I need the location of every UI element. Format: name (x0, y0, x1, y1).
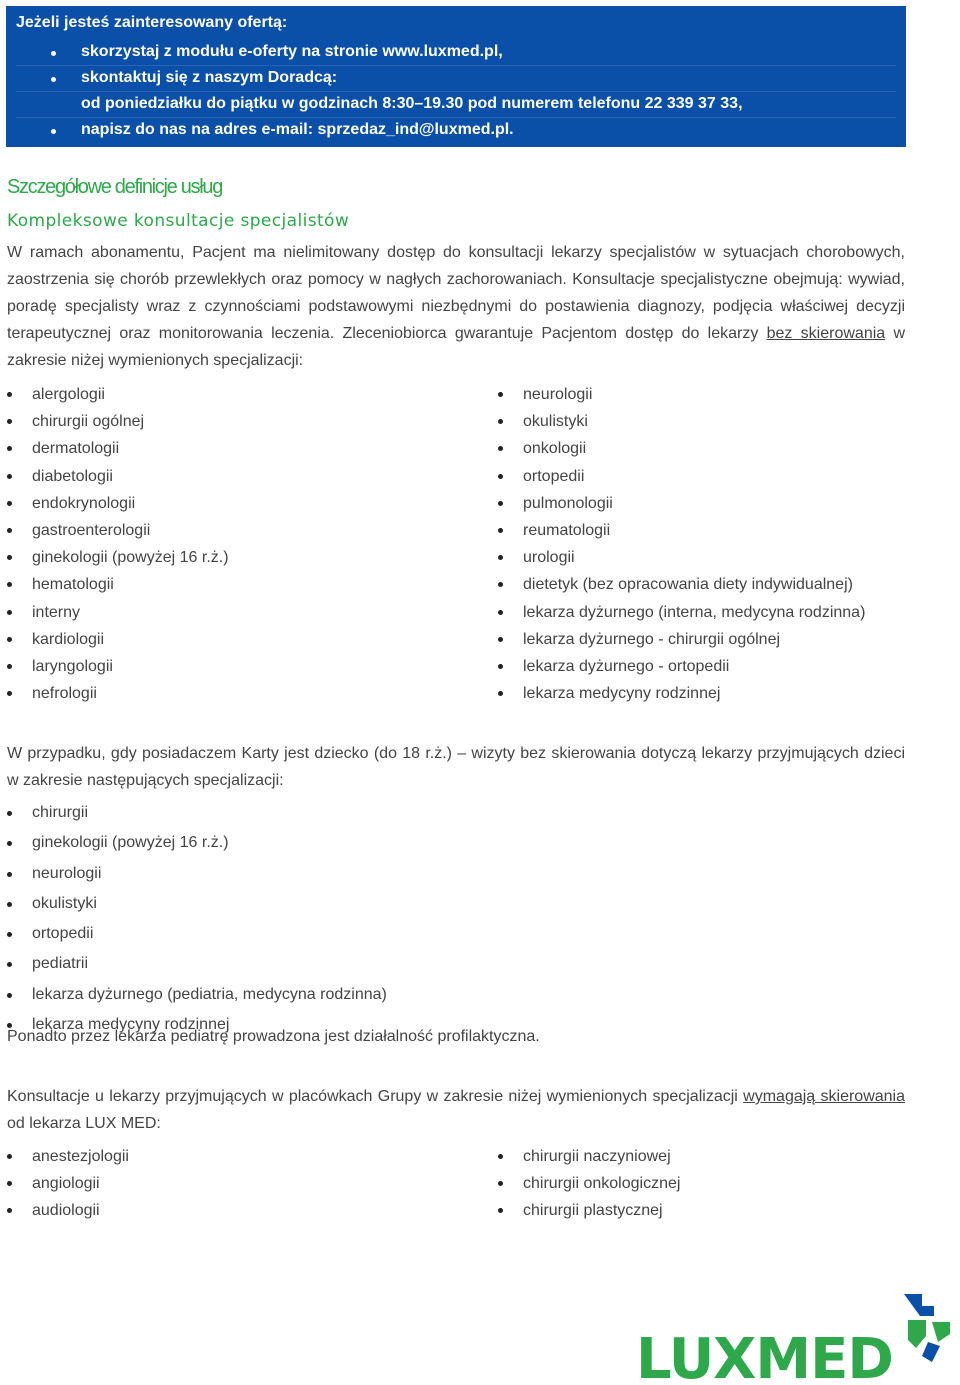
list-item: audiologii (0, 1197, 129, 1224)
bullet-icon (7, 841, 12, 846)
child-paragraph: W przypadku, gdy posiadaczem Karty jest dziecko (do 18 r.ż.) – wizyty bez skierowania dotyczą lekarzy przyjmujących dzieci w zakresie następujących specjalizacji: (7, 745, 905, 789)
list-item: alergologii (0, 381, 229, 408)
bullet-icon (7, 474, 12, 479)
list-item: lekarza medycyny rodzinnej (0, 1010, 387, 1040)
bullet-icon (7, 691, 12, 696)
referral-right-list (491, 1143, 680, 1225)
list-item: angiologii (0, 1170, 129, 1197)
offer-item: od poniedziałku do piątku w godzinach 8:30–19.30 pod numerem telefonu 22 339 37 33, (16, 92, 896, 118)
list-item: ortopedii (0, 919, 387, 949)
sub-title: Kompleksowe konsultacje specjalistów (7, 211, 350, 231)
offer-item: skontaktuj się z naszym Doradcą: (16, 66, 896, 92)
list-item: okulistyki (491, 408, 865, 435)
list-item: chirurgii onkologicznej (491, 1170, 680, 1197)
bullet-icon (7, 993, 12, 998)
referral-required-link[interactable]: wymagają skierowania (743, 1088, 905, 1105)
bullet-icon (51, 129, 56, 134)
bullet-icon (498, 501, 503, 506)
bullet-icon (7, 664, 12, 669)
offer-box (6, 6, 906, 147)
list-item: chirurgii naczyniowej (491, 1143, 680, 1170)
child-note: Ponadto przez lekarza pediatrę prowadzona jest działalność profilaktyczna. (7, 1028, 540, 1045)
bullet-icon (7, 392, 12, 397)
bullet-icon (498, 446, 503, 451)
bullet-icon (498, 691, 503, 696)
list-item: chirurgii (0, 798, 387, 828)
offer-item: skorzystaj z modułu e-oferty na stronie www.luxmed.pl, (16, 40, 896, 66)
intro-paragraph: W ramach abonamentu, Pacjent ma nielimitowany dostęp do konsultacji lekarzy specjalistów w sytuacjach chorobowych, zaostrzenia się chorób przewlekłych oraz pomocy w nagłych zachorowaniach. Konsultacje specjalistyczne obejmują: wywiad, poradę specjalisty wraz z czynnościami podstawowymi niezbędnymi do postawienia diagnozy, podjęcia właściwej decyzji terapeutycznej oraz monitorowania leczenia. Zleceniobiorca gwarantuje Pacjentom dostęp do lekarzy bez skierowania w zakresie niżej wymienionych specjalizacji: (7, 244, 906, 369)
bullet-icon (498, 392, 503, 397)
specialties-left-list (0, 381, 229, 707)
referral-left-list (0, 1143, 129, 1225)
referral-paragraph: Konsultacje u lekarzy przyjmujących w placówkach Grupy w zakresie niżej wymienionych specjalizacji wymagają skierowania od lekarza LUX MED: (7, 1088, 905, 1132)
bullet-icon (7, 811, 12, 816)
bullet-icon (51, 51, 56, 56)
bullet-icon (7, 902, 12, 907)
list-item: lekarza dyżurnego - ortopedii (491, 653, 865, 680)
list-item: neurologii (491, 381, 865, 408)
bullet-icon (7, 419, 12, 424)
bullet-icon (7, 932, 12, 937)
list-item: gastroenterologii (0, 517, 229, 544)
list-item: lekarza dyżurnego - chirurgii ogólnej (491, 626, 865, 653)
bullet-icon (498, 555, 503, 560)
list-item: nefrologii (0, 680, 229, 707)
list-item: reumatologii (491, 517, 865, 544)
list-item: ortopedii (491, 463, 865, 490)
list-item: urologii (491, 544, 865, 571)
bullet-icon (498, 582, 503, 587)
list-item: dietetyk (bez opracowania diety indywidualnej) (491, 571, 865, 598)
list-item: neurologii (0, 859, 387, 889)
luxmed-logo (636, 1286, 952, 1382)
section-title: Szczegółowe definicje usług (7, 176, 223, 198)
bullet-icon (7, 637, 12, 642)
bullet-icon (7, 555, 12, 560)
list-item: laryngologii (0, 653, 229, 680)
bullet-icon (7, 610, 12, 615)
bullet-icon (7, 872, 12, 877)
list-item: interny (0, 599, 229, 626)
list-item: lekarza dyżurnego (interna, medycyna rodzinna) (491, 599, 865, 626)
bullet-icon (498, 474, 503, 479)
bullet-icon (498, 664, 503, 669)
list-item: pulmonologii (491, 490, 865, 517)
list-item: chirurgii plastycznej (491, 1197, 680, 1224)
list-item: chirurgii ogólnej (0, 408, 229, 435)
bullet-icon (498, 637, 503, 642)
logo-symbol-icon (904, 1294, 950, 1362)
list-item: pediatrii (0, 949, 387, 979)
bullet-icon (7, 962, 12, 967)
list-item: onkologii (491, 435, 865, 462)
bullet-icon (498, 1208, 503, 1213)
list-item: lekarza medycyny rodzinnej (491, 680, 865, 707)
list-item: diabetologii (0, 463, 229, 490)
list-item: hematologii (0, 571, 229, 598)
bullet-icon (498, 610, 503, 615)
specialties-right-list (491, 381, 865, 707)
list-item: anestezjologii (0, 1143, 129, 1170)
list-item: ginekologii (powyżej 16 r.ż.) (0, 544, 229, 571)
list-item: endokrynologii (0, 490, 229, 517)
list-item: ginekologii (powyżej 16 r.ż.) (0, 828, 387, 858)
bullet-icon (51, 77, 56, 82)
list-item: kardiologii (0, 626, 229, 653)
bullet-icon (498, 1154, 503, 1159)
offer-item: napisz do nas na adres e-mail: sprzedaz_ind@luxmed.pl. (16, 118, 896, 144)
list-item: okulistyki (0, 889, 387, 919)
list-item: lekarza dyżurnego (pediatria, medycyna rodzinna) (0, 980, 387, 1010)
child-specialties-list (0, 798, 387, 1040)
no-referral-link[interactable]: bez skierowania (766, 325, 886, 342)
bullet-icon (7, 528, 12, 533)
bullet-icon (7, 1154, 12, 1159)
bullet-icon (498, 1181, 503, 1186)
bullet-icon (7, 446, 12, 451)
bullet-icon (498, 419, 503, 424)
bullet-icon (7, 582, 12, 587)
bullet-icon (7, 1208, 12, 1213)
bullet-icon (498, 528, 503, 533)
bullet-icon (7, 1181, 12, 1186)
logo-wordmark: LUXMED (636, 1327, 893, 1382)
list-item: dermatologii (0, 435, 229, 462)
bullet-icon (7, 501, 12, 506)
offer-title: Jeżeli jesteś zainteresowany ofertą: (16, 14, 288, 31)
